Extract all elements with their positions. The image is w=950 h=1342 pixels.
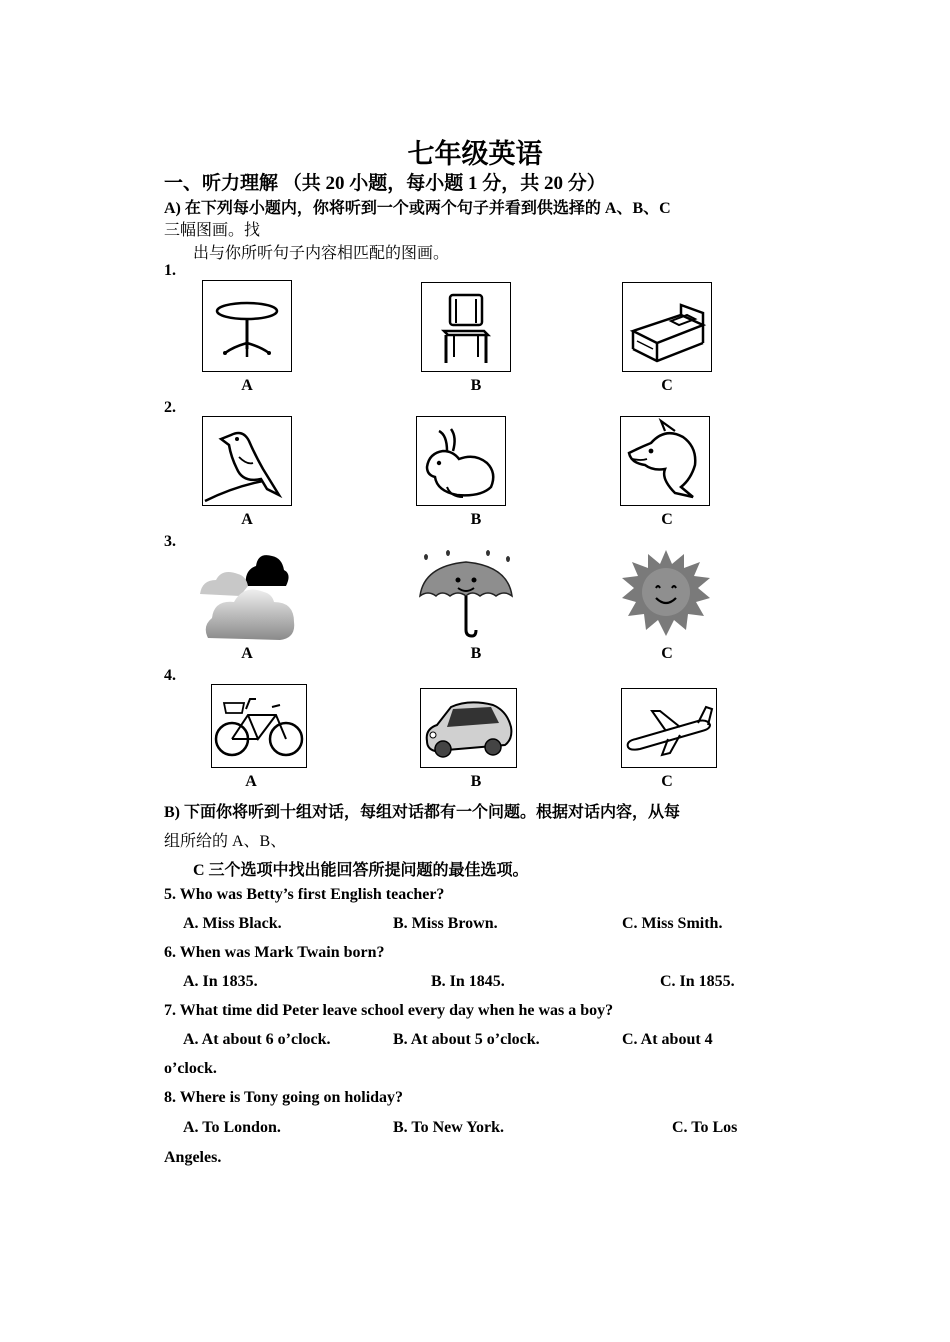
part-a-instruction-3: 出与你所听句子内容相匹配的图画。 xyxy=(193,245,450,262)
plane-icon[interactable] xyxy=(621,688,717,768)
dolphin-icon[interactable] xyxy=(620,416,710,506)
question-number: 4. xyxy=(164,667,176,684)
option-b[interactable]: B. At about 5 o’clock. xyxy=(393,1031,540,1048)
car-icon[interactable] xyxy=(420,688,517,768)
option-label: C xyxy=(661,773,673,790)
option-b[interactable]: B. To New York. xyxy=(393,1119,504,1136)
option-c-continued: o’clock. xyxy=(164,1060,217,1077)
option-label: C xyxy=(661,377,673,394)
option-c[interactable]: C. In 1855. xyxy=(660,973,735,990)
part-a-instruction-2: 三幅图画。找 xyxy=(164,222,261,239)
question-text: 7. What time did Peter leave school every day when he was a boy? xyxy=(164,1002,614,1019)
rainy-umbrella-icon[interactable] xyxy=(416,550,516,642)
table-icon[interactable] xyxy=(202,280,292,372)
question-text: 6. When was Mark Twain born? xyxy=(164,944,385,961)
part-b-instruction-1: B) 下面你将听到十组对话，每组对话都有一个问题。根据对话内容，从每 xyxy=(164,804,681,821)
option-a[interactable]: A. In 1835. xyxy=(183,973,258,990)
question-number: 2. xyxy=(164,399,176,416)
section-heading: 一、听力理解 （共 20 小题，每小题 1 分，共 20 分） xyxy=(164,173,606,194)
option-label: B xyxy=(470,377,482,394)
option-label: A xyxy=(241,511,253,528)
option-a[interactable]: A. At about 6 o’clock. xyxy=(183,1031,331,1048)
cloudy-icon[interactable] xyxy=(200,550,296,642)
option-b[interactable]: B. Miss Brown. xyxy=(393,915,498,932)
chair-icon[interactable] xyxy=(421,282,511,372)
option-a[interactable]: A. To London. xyxy=(183,1119,281,1136)
question-text: 8. Where is Tony going on holiday? xyxy=(164,1089,404,1106)
option-label: C xyxy=(661,645,673,662)
option-label: B xyxy=(470,645,482,662)
option-label: B xyxy=(470,773,482,790)
option-c[interactable]: C. To Los xyxy=(672,1119,738,1136)
page-title: 七年级英语 xyxy=(407,139,543,169)
bird-icon[interactable] xyxy=(202,416,292,506)
option-label: C xyxy=(661,511,673,528)
bicycle-icon[interactable] xyxy=(211,684,307,768)
option-a[interactable]: A. Miss Black. xyxy=(183,915,282,932)
option-label: B xyxy=(470,511,482,528)
question-text: 5. Who was Betty’s first English teacher? xyxy=(164,886,445,903)
option-c[interactable]: C. Miss Smith. xyxy=(622,915,723,932)
option-b[interactable]: B. In 1845. xyxy=(431,973,505,990)
question-number: 3. xyxy=(164,533,176,550)
rabbit-icon[interactable] xyxy=(416,416,506,506)
option-c-continued: Angeles. xyxy=(164,1149,222,1166)
question-number: 1. xyxy=(164,262,176,279)
option-label: A xyxy=(241,645,253,662)
part-b-instruction-2: 组所给的 A、B、 xyxy=(164,833,287,850)
sunny-icon[interactable] xyxy=(620,548,712,640)
option-label: A xyxy=(241,377,253,394)
option-c[interactable]: C. At about 4 xyxy=(622,1031,713,1048)
part-a-instruction-1: A) 在下列每小题内，你将听到一个或两个句子并看到供选择的 A、B、C xyxy=(164,200,671,217)
part-b-instruction-3: C 三个选项中找出能回答所提问题的最佳选项。 xyxy=(193,862,529,879)
option-label: A xyxy=(245,773,257,790)
bed-icon[interactable] xyxy=(622,282,712,372)
